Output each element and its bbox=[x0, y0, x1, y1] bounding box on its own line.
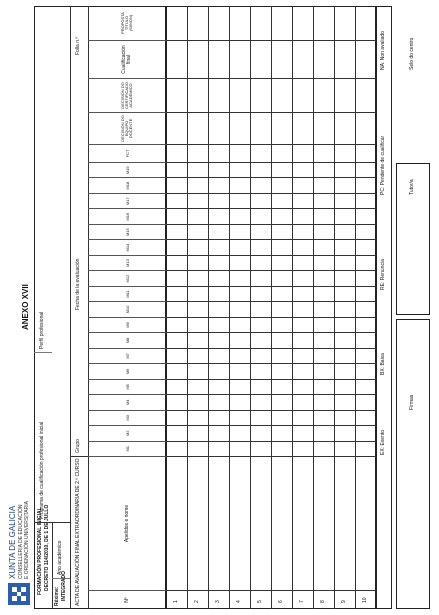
col-header-module: M9 bbox=[88, 318, 166, 333]
col-header-module: M3 bbox=[88, 411, 166, 426]
col-header-module: M11 bbox=[88, 287, 166, 302]
row-number: 4 bbox=[235, 600, 242, 603]
regime-label: Réxime: bbox=[54, 586, 60, 606]
row-number: 5 bbox=[256, 600, 263, 603]
col-header-decision-team: DECISIÓN DO EQUIPO DOCENTE bbox=[88, 113, 166, 145]
xunta-logo-icon bbox=[8, 583, 30, 605]
col-header-title-proposal: PROPOSTA TÍTULO (SI/NON) bbox=[88, 6, 166, 41]
page-title: ANEXO XVII bbox=[21, 284, 30, 330]
signatures-label: Firmas bbox=[409, 394, 415, 410]
col-header-module: M14 bbox=[88, 240, 166, 255]
legend-bar bbox=[376, 6, 392, 609]
legend-non-avaliado: NA: Non avaliado bbox=[380, 31, 386, 70]
col-header-module: M13 bbox=[88, 256, 166, 271]
formation-title: FORMACIÓN PROFESIONAL INICIAL bbox=[37, 507, 43, 595]
col-header-module: M7 bbox=[88, 349, 166, 364]
col-header-decision-certificate: DECISIÓN DO CERTIFICADO ACADÉMICO bbox=[88, 79, 166, 113]
row-number: 10 bbox=[361, 597, 368, 603]
col-header-module: M5 bbox=[88, 380, 166, 395]
ano-label: Ano académico bbox=[57, 540, 63, 575]
col-header-module: M2 bbox=[88, 426, 166, 441]
col-header-module: M8 bbox=[88, 333, 166, 348]
center-seal-label: Selo do centro bbox=[409, 37, 415, 70]
col-header-number: Nº bbox=[124, 597, 130, 603]
col-header-module: M18 bbox=[88, 178, 166, 193]
row-divider bbox=[271, 6, 272, 609]
formation-decree: DECRETO 114/2010, DE 1 DE JULLO bbox=[44, 504, 50, 591]
tutor-label: Tutor/a bbox=[409, 179, 415, 195]
col-header-module: M12 bbox=[88, 271, 166, 286]
col-header-module: M15 bbox=[88, 225, 166, 240]
col-header-module: M6 bbox=[88, 364, 166, 379]
row-number: 7 bbox=[298, 600, 305, 603]
col-header-module: M17 bbox=[88, 194, 166, 209]
col-header-module: M19 bbox=[88, 163, 166, 178]
grupo-label: Grupo bbox=[75, 439, 81, 453]
signatures-box bbox=[396, 319, 430, 609]
legend-pendente: PC: Pendente de cualificar bbox=[380, 135, 386, 195]
col-header-fct: FCT bbox=[88, 145, 166, 163]
perfil-label: Perfil profesional bbox=[39, 311, 45, 349]
row-divider bbox=[187, 6, 188, 609]
legend-renuncia: RE: Renuncia bbox=[380, 259, 386, 290]
col-header-module: M1 bbox=[88, 442, 166, 457]
row-divider bbox=[334, 6, 335, 609]
programa-label: Programa de cualificación profesional inicial bbox=[39, 421, 45, 519]
folla-label: Folla n.º bbox=[75, 36, 81, 55]
logo-department-1: CONSELLERÍA DE EDUCACIÓN bbox=[18, 504, 24, 579]
row-number: 8 bbox=[319, 600, 326, 603]
row-number: 1 bbox=[172, 600, 179, 603]
row-divider bbox=[229, 6, 230, 609]
col-header-module: M16 bbox=[88, 209, 166, 224]
row-divider bbox=[313, 6, 314, 609]
col-header-name: Apelidos e nome bbox=[88, 457, 166, 591]
row-divider bbox=[355, 6, 356, 609]
row-number: 2 bbox=[193, 600, 200, 603]
acta-title: ACTA DE AVALIACIÓN FINAL EXTRAORDINARIA DE 2.º CURSO bbox=[75, 458, 81, 606]
row-number: 9 bbox=[340, 600, 347, 603]
row-divider bbox=[208, 6, 209, 609]
row-number: 3 bbox=[214, 600, 221, 603]
logo-name: XUNTA DE GALICIA bbox=[8, 505, 17, 579]
integrado-label: INTEGRADO bbox=[61, 571, 67, 601]
row-number: 6 bbox=[277, 600, 284, 603]
row-divider bbox=[292, 6, 293, 609]
col-header-module: M4 bbox=[88, 395, 166, 410]
legend-baixa: BX: Baixa bbox=[380, 353, 386, 375]
fecha-label: Fecha de la evaluación bbox=[75, 258, 81, 310]
legend-exento: EX: Exento bbox=[380, 429, 386, 455]
col-header-module: M10 bbox=[88, 302, 166, 317]
row-divider bbox=[250, 6, 251, 609]
logo-department-2: E ORDENACIÓN UNIVERSITARIA bbox=[24, 501, 30, 579]
col-header-final-grade: Cualificación final bbox=[88, 41, 166, 79]
